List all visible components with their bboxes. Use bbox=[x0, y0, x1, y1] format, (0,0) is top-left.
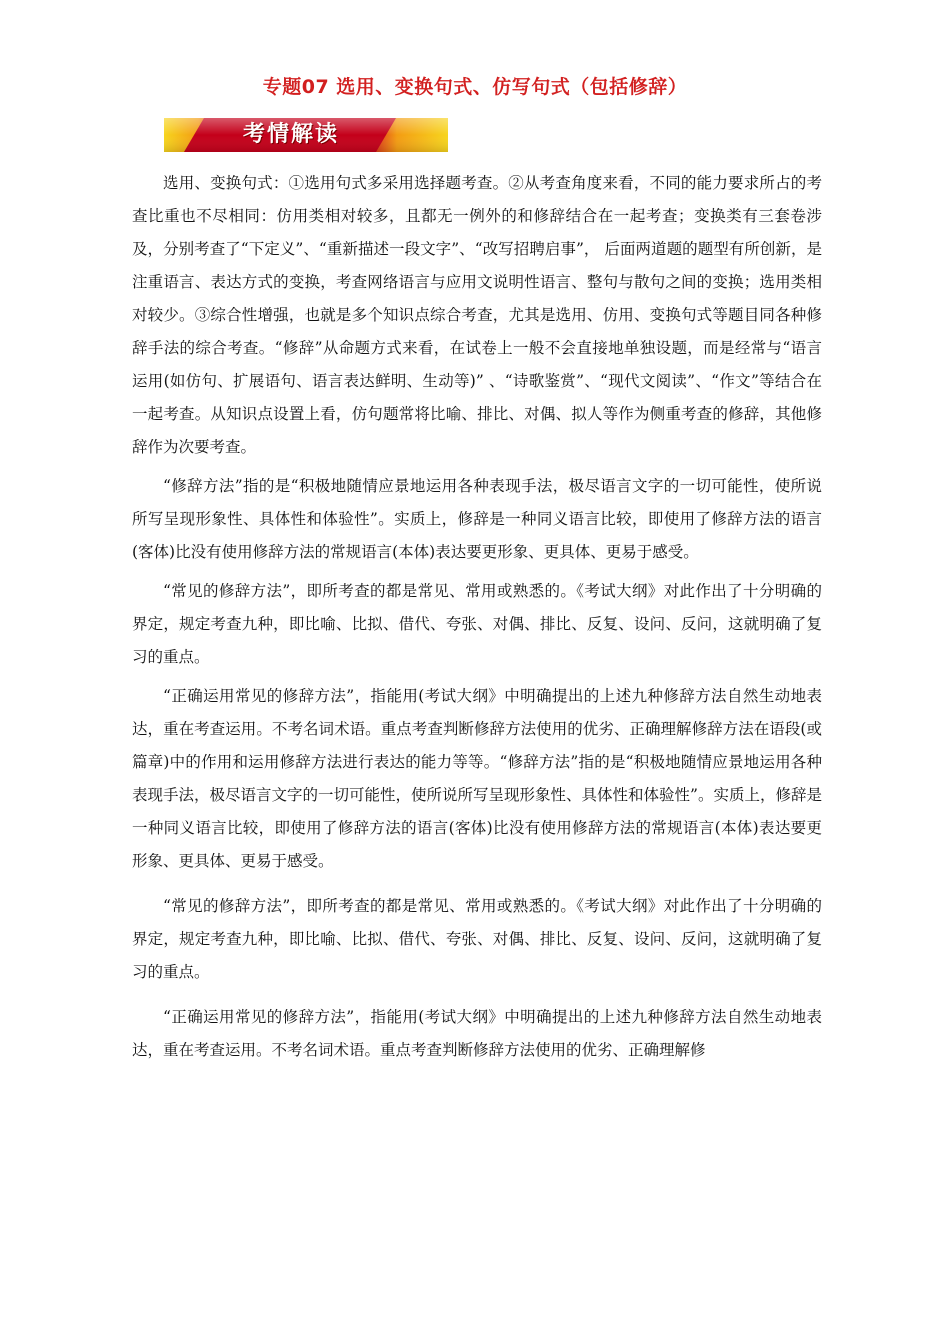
paragraph-1: 选用、变换句式：①选用句式多采用选择题考查。②从考查角度来看，不同的能力要求所占的考查比重也不尽相同：仿用类相对较多，且都无一例外的和修辞结合在一起考查；变换类有三套卷涉及，分别考查了“下定义”、“重新描述一段文字”、“改写招聘启事”， 后面两道题的题型有所创新，是注重语言、表达方式的变换，考查网络语言与应用文说明性语言、整句与散句之间的变换；选用类相对较少。③综合性增强，也就是多个知识点综合考查，尤其是选用、仿用、变换句式等题目同各种修辞手法的综合考查。“修辞”从命题方式来看，在试卷上一般不会直接地单独设题，而是经常与“语言运用(如仿句、扩展语句、语言表达鲜明、生动等)” 、“诗歌鉴赏”、“现代文阅读”、“作文”等结合在一起考查。从知识点设置上看，仿句题常将比喻、排比、对偶、拟人等作为侧重考查的修辞，其他修辞作为次要考查。 bbox=[132, 174, 822, 456]
paragraph-3: “常见的修辞方法”，即所考查的都是常见、常用或熟悉的。《考试大纲》对此作出了十分明确的界定，规定考查九种，即比喻、比拟、借代、夸张、对偶、排比、反复、设问、反问，这就明确了复习的重点。 bbox=[132, 582, 822, 666]
section-banner bbox=[164, 118, 448, 152]
paragraph-5: “常见的修辞方法”，即所考查的都是常见、常用或熟悉的。《考试大纲》对此作出了十分明确的界定，规定考查九种，即比喻、比拟、借代、夸张、对偶、排比、反复、设问、反问，这就明确了复习的重点。 bbox=[132, 897, 822, 981]
paragraph-6: “正确运用常见的修辞方法”，指能用(考试大纲》中明确提出的上述九种修辞方法自然生动地表达，重在考查运用。不考名词术语。重点考查判断修辞方法使用的优劣、正确理解修 bbox=[132, 1008, 822, 1059]
document-title: 专题07 选用、变换句式、仿写句式（包括修辞） bbox=[262, 76, 688, 98]
paragraph-4: “正确运用常见的修辞方法”，指能用(考试大纲》中明确提出的上述九种修辞方法自然生动地表达，重在考查运用。不考名词术语。重点考查判断修辞方法使用的优劣、正确理解修辞方法在语段(或篇章)中的作用和运用修辞方法进行表达的能力等等。“修辞方法”指的是“积极地随情应景地运用各种表现手法，极尽语言文字的一切可能性，使所说所写呈现形象性、具体性和体验性”。实质上，修辞是一种同义语言比较，即使用了修辞方法的语言(客体)比没有使用修辞方法的常规语言(本体)表达要更形象、更具体、更易于感受。 bbox=[132, 687, 822, 870]
document-body bbox=[132, 167, 822, 1073]
paragraph-2: “修辞方法”指的是“积极地随情应景地运用各种表现手法，极尽语言文字的一切可能性，使所说所写呈现形象性、具体性和体验性”。实质上，修辞是一种同义语言比较，即使用了修辞方法的语言(客体)比没有使用修辞方法的常规语言(本体)表达要更形象、更具体、更易于感受。 bbox=[132, 477, 822, 561]
banner-label: 考情解读 bbox=[242, 122, 339, 147]
